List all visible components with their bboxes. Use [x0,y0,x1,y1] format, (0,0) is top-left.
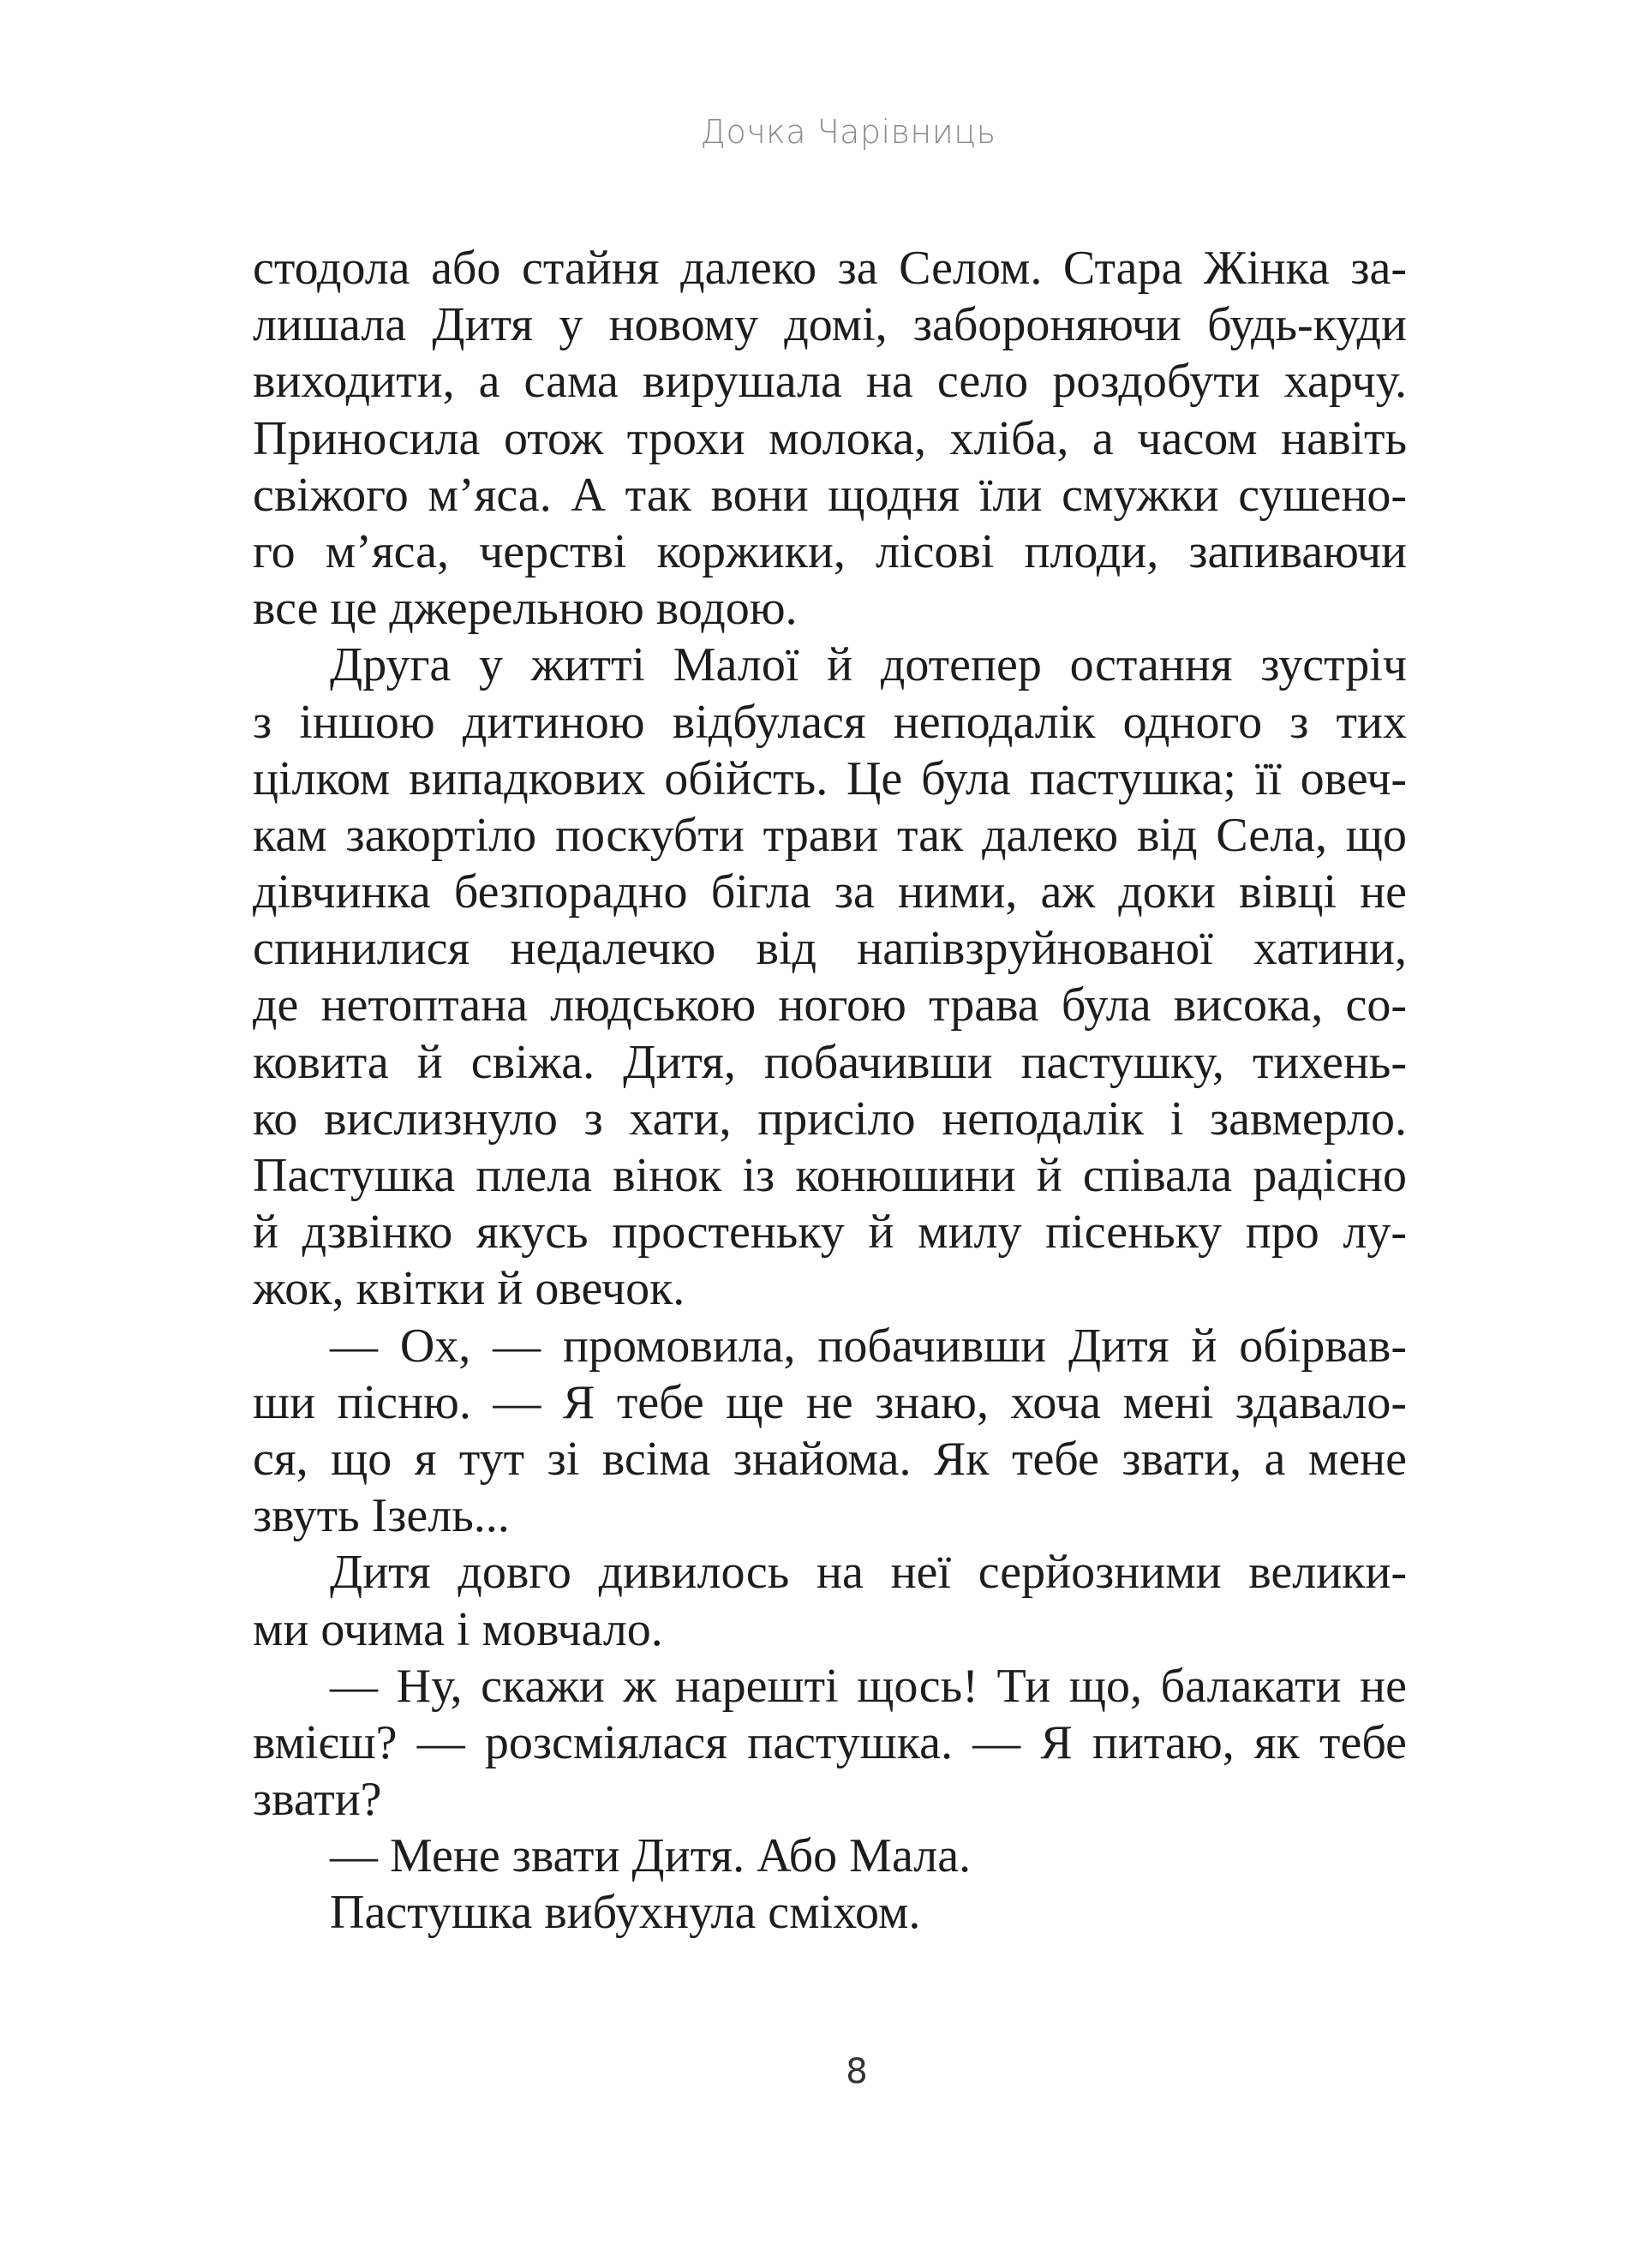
text-line: Пастушка вибухнула сміхом. [330,1886,921,1940]
text-line: вмієш? — розсміялася пастушка. — Я питаю, як тебе [253,1715,1407,1769]
page-number: 8 [846,2052,868,2091]
paragraph [253,1544,1407,1657]
text-line: кам закортіло поскубти трави так далеко від Села, що [253,808,1407,862]
paragraph [253,1658,1407,1828]
text-line: дівчинка безпорадно бігла за ними, аж доки вівці не [253,865,1407,919]
text-line: ся, що я тут зі всіма знайома. Як тебе звати, а мене [253,1432,1407,1486]
text-line: цілком випадкових обійсть. Це була пастушка; її овеч- [253,751,1407,805]
text-line: стодола або стайня далеко за Селом. Стара Жінка за- [253,242,1407,295]
text-line: жок, квітки й овечок. [253,1262,685,1316]
text-line: спинилися недалечко від напівзруйнованої хатини, [253,922,1407,976]
paragraph [253,637,1407,1317]
text-line: ши пісню. — Я тебе ще не знаю, хоча мені здавало- [253,1375,1407,1429]
text-line: з іншою дитиною відбулася неподалік одного з тих [253,695,1407,749]
paragraph [253,1318,1407,1545]
text-line: Пастушка плела вінок із конюшини й співала радісно [253,1149,1407,1202]
text-line: — Ну, скажи ж нарешті щось! Ти що, балакати не [330,1659,1407,1713]
paragraph [253,1884,1407,1941]
text-line: звуть Ізель... [253,1489,510,1543]
text-line: лишала Дитя у новому домі, забороняючи будь-куди [253,298,1407,352]
text-line: свіжого м’яса. А так вони щодня їли смужки сушено- [253,468,1407,522]
text-line: Дитя довго дивилось на неї серйозними велики- [330,1546,1407,1600]
text-line: — Мене звати Дитя. Або Мала. [330,1829,972,1883]
body-text [253,240,1407,1942]
text-line: де нетоптана людською ногою трава була висока, со- [253,978,1407,1032]
text-line: — Ох, — промовила, побачивши Дитя й обірвав- [330,1319,1407,1373]
text-line: звати? [253,1773,382,1827]
text-line: все це джерельною водою. [253,582,798,636]
paragraph [253,1828,1407,1884]
text-line: Друга у житті Малої й дотепер остання зустріч [330,638,1407,692]
text-line: ковита й свіжа. Дитя, побачивши пастушку, тихень- [253,1035,1407,1089]
text-line: ко вислизнуло з хати, присіло неподалік і завмерло. [253,1092,1407,1146]
text-line: Приносила отож трохи молока, хліба, а часом навіть [253,411,1407,465]
text-line: й дзвінко якусь простеньку й милу пісеньку про лу- [253,1206,1407,1260]
text-line: виходити, а сама вирушала на село роздобути харчу. [253,355,1407,409]
running-header: Дочка Чарівниць [700,113,996,151]
paragraph [253,240,1407,637]
text-line: ми очима і мовчало. [253,1602,663,1656]
text-line: го м’яса, черстві коржики, лісові плоди, запиваючи [253,524,1407,578]
